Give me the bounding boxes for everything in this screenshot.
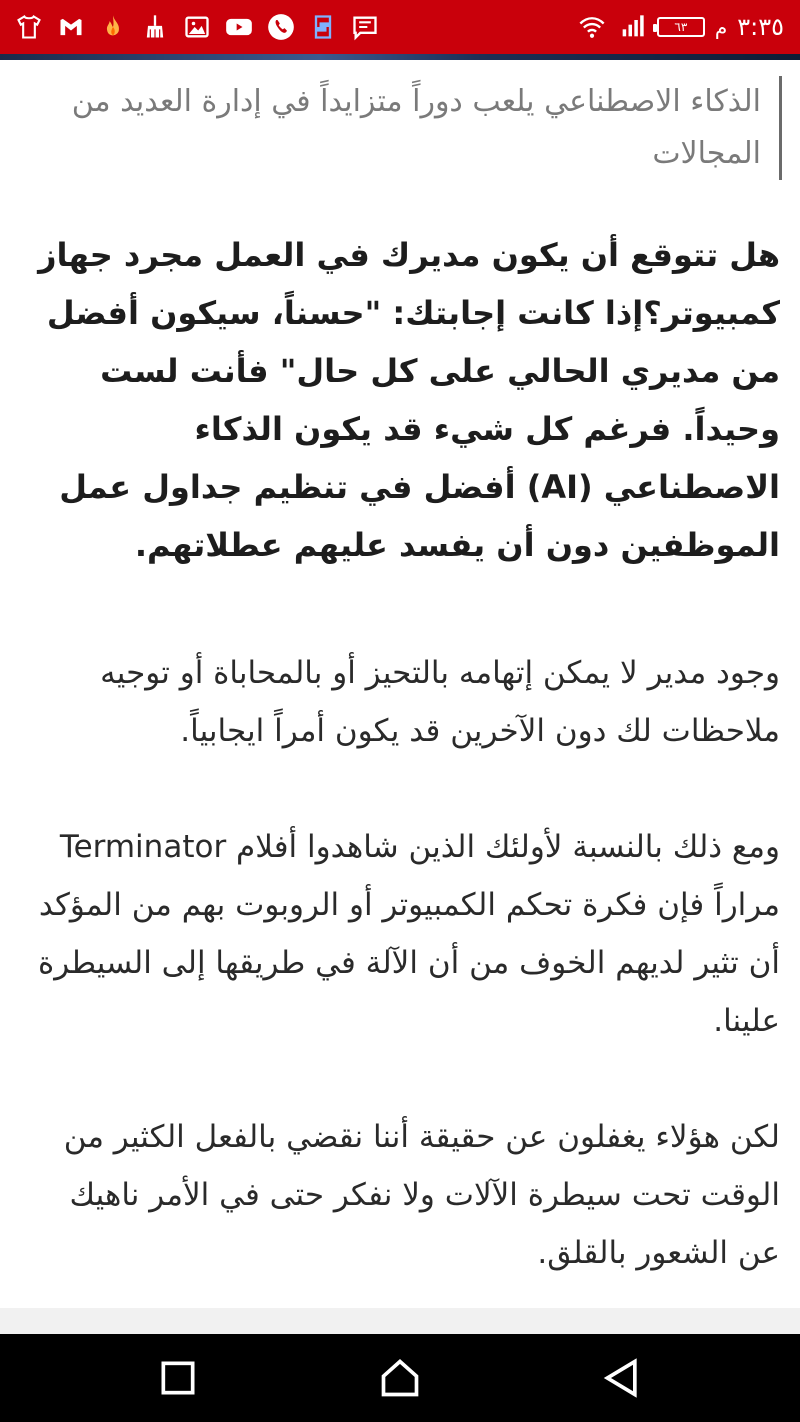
phone-icon: [266, 12, 296, 42]
header-image-edge: [0, 54, 800, 60]
article-paragraph-2: ومع ذلك بالنسبة لأولئك الذين شاهدوا أفلام Terminator مراراً فإن فكرة تحكم الكمبيوتر أو الروبوت بهم من المؤكد أن تثير لديهم الخوف من أن الآلة في طريقها إلى السيطرة علينا.: [37, 829, 780, 1039]
wifi-icon: [577, 12, 607, 42]
app-s-icon: [308, 12, 338, 42]
message-icon: [350, 12, 380, 42]
article-paragraph-1: وجود مدير لا يمكن إتهامه بالتحيز أو بالمحاباة أو توجيه ملاحظات لك دون الآخرين قد يكون أمراً ايجابياً.: [100, 655, 780, 749]
home-icon: [378, 1356, 422, 1400]
notification-icons: [14, 0, 380, 54]
gmail-icon: [56, 12, 86, 42]
article-paragraph-3: لكن هؤلاء يغفلون عن حقيقة أننا نقضي بالفعل الكثير من الوقت تحت سيطرة الآلات ولا نفكر حتى في الأمر ناهيك عن الشعور بالقلق.: [63, 1119, 780, 1271]
battery-icon: [657, 17, 705, 37]
article-body: [20, 226, 780, 1340]
fire-icon: [98, 12, 128, 42]
article-lead: هل تتوقع أن يكون مديرك في العمل مجرد جهاز كمبيوتر؟إذا كانت إجابتك: "حسناً، سيكون أفضل من مديري الحالي على كل حال" فأنت لست وحيداً. فرغم كل شيء قد يكون الذكاء الاصطناعي (AI) أفضل في تنظيم جداول عمل الموظفين دون أن يفسد عليهم عطلاتهم.: [38, 236, 780, 564]
recents-button[interactable]: [156, 1356, 200, 1400]
home-button[interactable]: [378, 1356, 422, 1400]
back-button[interactable]: [600, 1356, 644, 1400]
broom-icon: [140, 12, 170, 42]
status-bar: [0, 0, 800, 54]
image-caption: الذكاء الاصطناعي يلعب دوراً متزايداً في إدارة العديد من المجالات: [35, 76, 782, 180]
clock-period: م: [714, 15, 728, 39]
navigation-bar: [0, 1334, 800, 1422]
youtube-icon: [224, 12, 254, 42]
square-icon: [156, 1356, 200, 1400]
system-status: [577, 0, 784, 54]
back-triangle-icon: [600, 1356, 644, 1400]
image-icon: [182, 12, 212, 42]
battery-level: ٦٣: [674, 20, 688, 34]
content-divider: [0, 1308, 800, 1334]
tshirt-icon: [14, 12, 44, 42]
clock-time: ٣:٣٥: [737, 13, 784, 41]
signal-icon: [617, 12, 647, 42]
